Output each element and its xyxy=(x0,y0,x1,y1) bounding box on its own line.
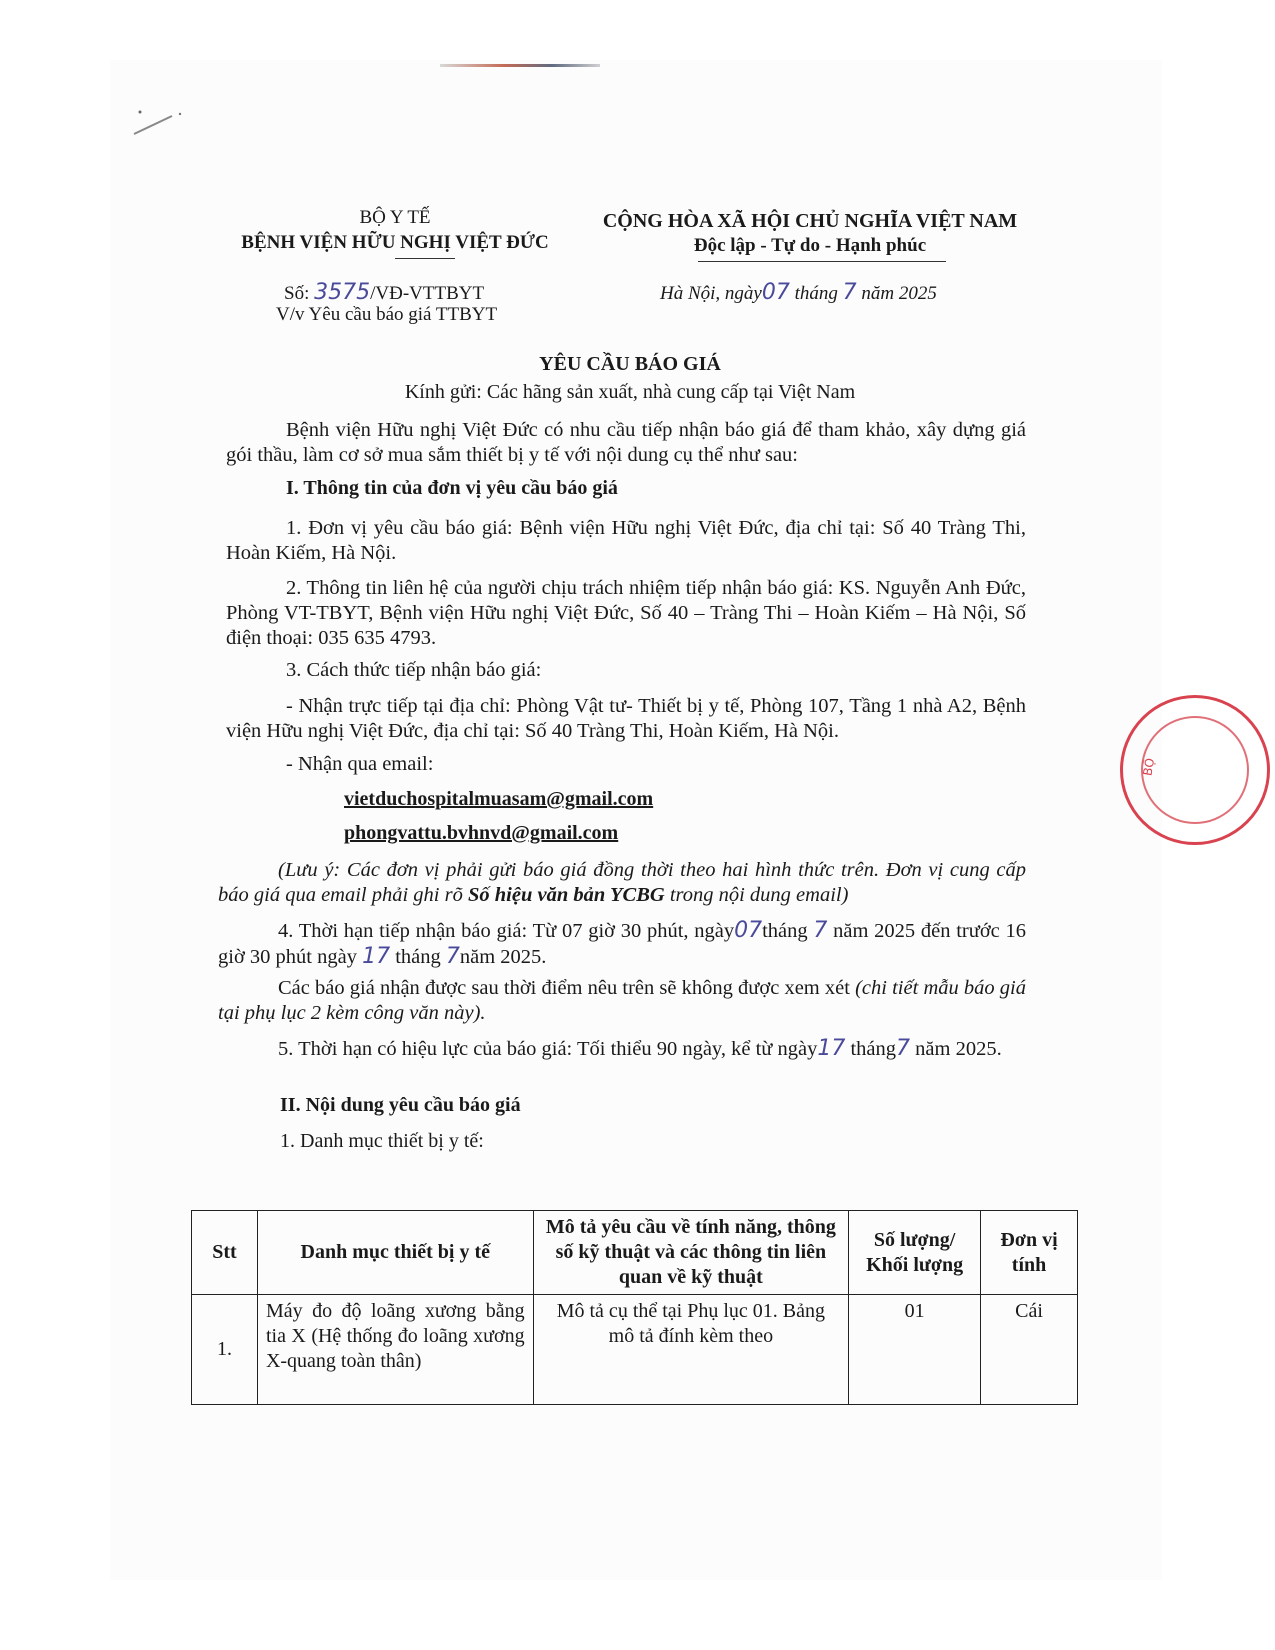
document-subject: V/v Yêu cầu báo giá TTBYT xyxy=(276,304,498,325)
note-text-end: trong nội dung email) xyxy=(664,884,849,906)
header-unit: Đơn vị tính xyxy=(981,1211,1078,1295)
section2-heading: II. Nội dung yêu cầu báo giá xyxy=(280,1094,521,1116)
table-row xyxy=(192,1295,1078,1405)
section1-item3b: - Nhận qua email: xyxy=(286,753,434,775)
section1-item2: 2. Thông tin liên hệ của người chịu trách nhiệm tiếp nhận báo giá: KS. Nguyễn Anh Đức, Phòng VT-TBYT, Bệnh viện Hữu nghị Việt Đức, Số 40 – Tràng Thi – Hoàn Kiếm – Hà Nội, Số điện thoại: 035 635 4793. xyxy=(226,577,1026,649)
table-header-row xyxy=(192,1211,1078,1295)
cell-stt: 1. xyxy=(192,1295,258,1405)
scan-artifact xyxy=(132,108,192,138)
email-link-1[interactable]: vietduchospitalmuasam@gmail.com xyxy=(344,788,654,810)
date-month-label: tháng xyxy=(794,283,838,304)
date-year: năm 2025 xyxy=(861,283,937,304)
note-bold: Số hiệu văn bản YCBG xyxy=(467,884,665,906)
scan-edge-mark xyxy=(440,64,600,67)
item5-month-label: tháng xyxy=(850,1038,897,1060)
number-handwritten: 3575 xyxy=(314,280,371,305)
section2-list-title: 1. Danh mục thiết bị y tế: xyxy=(280,1130,484,1152)
document-number xyxy=(284,280,484,305)
hospital-name: BỆNH VIỆN HỮU NGHỊ VIỆT ĐỨC xyxy=(241,232,549,253)
header-quantity: Số lượng/ Khối lượng xyxy=(849,1211,981,1295)
item5-month: 7 xyxy=(896,1036,911,1061)
intro-paragraph: Bệnh viện Hữu nghị Việt Đức có nhu cầu tiếp nhận báo giá để tham khảo, xây dựng giá gói thầu, làm cơ sở mua sắm thiết bị y tế với nội dung cụ thể như sau: xyxy=(226,419,1026,466)
ministry-name: BỘ Y TẾ xyxy=(359,207,431,228)
section1-item1: 1. Đơn vị yêu cầu báo giá: Bệnh viện Hữu nghị Việt Đức, địa chỉ tại: Số 40 Tràng Thi, Hoàn Kiếm, Hà Nội. xyxy=(226,517,1026,564)
item4-text: 4. Thời hạn tiếp nhận báo giá: Từ 07 giờ 30 phút, ngày xyxy=(278,920,735,942)
stamp-inner-ring xyxy=(1141,716,1249,824)
item4-day2: 17 xyxy=(362,944,391,969)
cell-quantity: 01 xyxy=(849,1295,981,1405)
document-date xyxy=(660,280,937,305)
section1-item4 xyxy=(218,918,1026,970)
email-link-2[interactable]: phongvattu.bvhnvd@gmail.com xyxy=(344,822,619,844)
item5-day: 17 xyxy=(817,1036,846,1061)
item5-text-end: năm 2025. xyxy=(915,1038,1002,1060)
date-month: 7 xyxy=(842,280,857,305)
email-note xyxy=(218,858,1026,908)
header-stt: Stt xyxy=(192,1211,258,1295)
item4-month1: 7 xyxy=(813,918,828,943)
section1-item5 xyxy=(218,1036,1026,1062)
stamp-text: BỘ xyxy=(1140,757,1158,777)
note-text: (Lưu ý: Các đơn vị phải gửi báo giá đồng thời theo hai hình thức trên. Đơn vị cung cấp báo giá qua email phải ghi rõ xyxy=(218,859,1026,906)
number-prefix: Số: xyxy=(284,283,310,304)
date-prefix: Hà Nội, ngày xyxy=(660,283,762,304)
republic-name: CỘNG HÒA XÃ HỘI CHỦ NGHĨA VIỆT NAM xyxy=(602,210,1018,232)
date-day: 07 xyxy=(761,280,790,305)
hospital-underline xyxy=(395,258,455,259)
header-equipment: Danh mục thiết bị y tế xyxy=(257,1211,533,1295)
cell-equipment: Máy đo độ loãng xương bằng tia X (Hệ thống đo loãng xương X-quang toàn thân) xyxy=(257,1295,533,1405)
late-italic: (chi tiết mẫu báo giá tại phụ lục 2 kèm công văn này). xyxy=(218,977,1026,1024)
item5-text: 5. Thời hạn có hiệu lực của báo giá: Tối thiểu 90 ngày, kể từ ngày xyxy=(278,1038,818,1060)
recipient-line: Kính gửi: Các hãng sản xuất, nhà cung cấp tại Việt Nam xyxy=(404,381,856,403)
item4-day1: 07 xyxy=(734,918,763,943)
item4-month-label: tháng xyxy=(762,920,808,942)
item4-month-label-2: tháng xyxy=(395,946,441,968)
motto: Độc lập - Tự do - Hạnh phúc xyxy=(693,235,927,256)
header-description: Mô tả yêu cầu về tính năng, thông số kỹ thuật và các thông tin liên quan về kỹ thuật xyxy=(533,1211,849,1295)
section1-heading: I. Thông tin của đơn vị yêu cầu báo giá xyxy=(286,477,618,499)
motto-underline xyxy=(698,261,946,262)
number-suffix: /VĐ-VTTBYT xyxy=(370,283,485,304)
item4-month2: 7 xyxy=(445,944,460,969)
section1-item3a: - Nhận trực tiếp tại địa chỉ: Phòng Vật tư- Thiết bị y tế, Phòng 107, Tầng 1 nhà A2, Bệnh viện Hữu nghị Việt Đức, địa chỉ tại: Số 40 Tràng Thi, Hoàn Kiếm, Hà Nội. xyxy=(226,695,1026,742)
cell-unit: Cái xyxy=(981,1295,1078,1405)
page-title: YÊU CẦU BÁO GIÁ xyxy=(539,353,721,375)
item4-text-end: năm 2025. xyxy=(459,946,547,968)
section1-item3: 3. Cách thức tiếp nhận báo giá: xyxy=(286,659,542,681)
item4-text-2: năm 2025 đến trước 16 giờ 30 phút ngày xyxy=(218,920,1027,968)
late-submission-note xyxy=(218,976,1026,1026)
equipment-table xyxy=(191,1210,1078,1405)
late-text: Các báo giá nhận được sau thời điểm nêu trên sẽ không được xem xét xyxy=(278,977,856,999)
cell-description: Mô tả cụ thể tại Phụ lục 01. Bảng mô tả đính kèm theo xyxy=(533,1295,849,1405)
